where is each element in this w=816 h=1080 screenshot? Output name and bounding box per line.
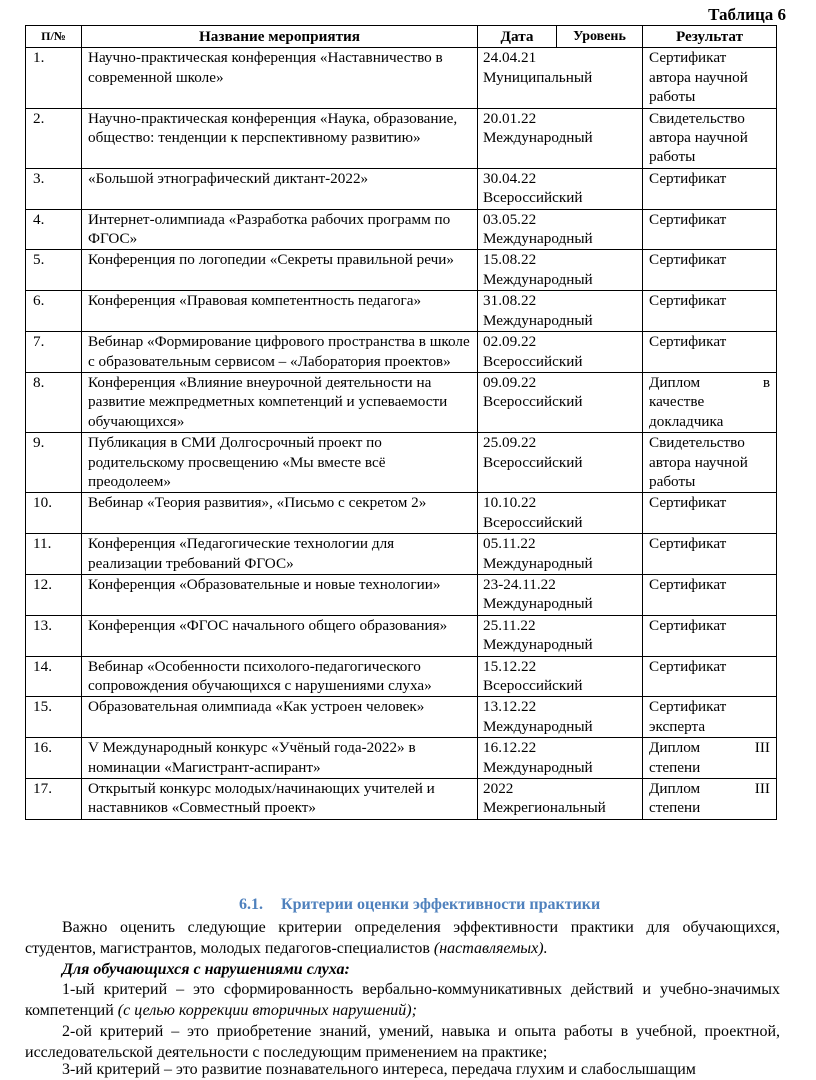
event-date: 25.09.22 [483,434,537,452]
event-level: Международный [483,230,593,248]
table-row [26,656,777,697]
event-result: Сертификат [643,291,777,332]
table-row [26,493,777,534]
event-name: «Большой этнографический диктант-2022» [82,168,478,209]
row-number: 5. [26,250,82,291]
row-number: 6. [26,291,82,332]
table-row [26,168,777,209]
event-date-level [478,615,643,656]
header-result: Результат [643,26,777,48]
table-body [26,48,777,819]
paragraph-intro-text: Важно оценить следующие критерии определения эффективности практики для обучающихся, студентов, магистрантов, молодых педагогов-специалистов [25,919,780,957]
row-number: 16. [26,738,82,779]
event-result: Диплом в качестве докладчика [643,372,777,432]
header-num: П/№ [26,26,82,48]
table-caption: Таблица 6 [708,5,786,24]
paragraph-criterion-2 [25,1021,780,1063]
event-result: Сертификат [643,574,777,615]
table-row [26,615,777,656]
row-number: 10. [26,493,82,534]
event-date-level [478,779,643,820]
event-date-level [478,332,643,373]
table-row [26,574,777,615]
event-date: 2022 [483,780,514,798]
event-result: Сертификат [643,656,777,697]
row-number: 1. [26,48,82,108]
event-result: Свидетельство автора научной работы [643,433,777,493]
event-level: Всероссийский [483,393,583,411]
event-date-level [478,291,643,332]
event-level: Международный [483,311,593,329]
event-date: 15.12.22 [483,657,537,675]
event-name: Интернет-олимпиада «Разработка рабочих программ по ФГОС» [82,209,478,250]
row-number: 3. [26,168,82,209]
section-number: 6.1. [239,896,263,913]
event-name: Конференция «Образовательные и новые технологии» [82,574,478,615]
event-level: Международный [483,129,593,147]
row-number: 14. [26,656,82,697]
event-date-level [478,168,643,209]
event-result: Диплом III степени [643,738,777,779]
event-date-level [478,738,643,779]
event-date: 10.10.22 [483,494,537,512]
event-result: Свидетельство автора научной работы [643,108,777,168]
event-level: Всероссийский [483,453,583,471]
event-name: Вебинар «Формирование цифрового пространства в школе с образовательным сервисом – «Лаборатория проектов» [82,332,478,373]
paragraph-subheading [25,959,780,980]
event-result: Сертификат [643,209,777,250]
row-number: 11. [26,534,82,575]
event-date: 16.12.22 [483,739,537,757]
row-number: 12. [26,574,82,615]
header-date: Дата [478,26,557,48]
table-row [26,250,777,291]
table-row [26,372,777,432]
event-name: Конференция по логопедии «Секреты правильной речи» [82,250,478,291]
row-number: 2. [26,108,82,168]
event-name: Конференция «ФГОС начального общего образования» [82,615,478,656]
event-date: 15.08.22 [483,251,537,269]
event-result: Сертификат [643,534,777,575]
subheading-text: Для обучающихся с нарушениями слуха: [62,961,350,978]
criterion-2-text: 2-ой критерий – это приобретение знаний, умений, навыка и опыта работы в учебной, проектной, исследовательской деятельности с последующим применением на практике; [25,1023,780,1061]
event-name: Конференция «Влияние внеурочной деятельности на развитие межпредметных компетенций и успеваемости обучающихся» [82,372,478,432]
event-date: 09.09.22 [483,373,537,391]
section-heading [239,896,600,914]
event-name: Научно-практическая конференция «Наука, образование, общество: тенденции к перспективному развитию» [82,108,478,168]
event-date: 05.11.22 [483,535,536,553]
event-level: Всероссийский [483,513,583,531]
event-date-level [478,209,643,250]
event-date-level [478,48,643,108]
table-row [26,738,777,779]
event-level: Межрегиональный [483,799,606,817]
event-level: Всероссийский [483,189,583,207]
event-result: Диплом III степени [643,779,777,820]
event-result: Сертификат [643,168,777,209]
event-level: Муниципальный [483,68,593,86]
table-row [26,108,777,168]
row-number: 8. [26,372,82,432]
row-number: 17. [26,779,82,820]
event-level: Международный [483,717,593,735]
event-date: 25.11.22 [483,616,536,634]
event-name: Вебинар «Теория развития», «Письмо с секретом 2» [82,493,478,534]
row-number: 4. [26,209,82,250]
row-number: 15. [26,697,82,738]
event-date: 24.04.21 [483,49,537,67]
event-result: Сертификат [643,250,777,291]
table-row [26,209,777,250]
paragraph-criterion-3 [25,1059,780,1080]
table-row [26,534,777,575]
event-date-level [478,250,643,291]
table-row [26,291,777,332]
event-date-level [478,656,643,697]
event-name: Конференция «Правовая компетентность педагога» [82,291,478,332]
event-name: Вебинар «Особенности психолого-педагогического сопровождения обучающихся с нарушениями слуха» [82,656,478,697]
event-date: 13.12.22 [483,698,537,716]
event-date-level [478,108,643,168]
event-name: Открытый конкурс молодых/начинающих учителей и наставников «Совместный проект» [82,779,478,820]
events-table [25,25,777,820]
event-result: Сертификат [643,332,777,373]
event-date-level [478,372,643,432]
event-name: Образовательная олимпиада «Как устроен человек» [82,697,478,738]
event-result: Сертификат эксперта [643,697,777,738]
criterion-3-text: 3-ий критерий – это развитие познавательного интереса, передача глухим и слабослышащим [62,1061,696,1078]
event-date: 30.04.22 [483,169,537,187]
criterion-1-italic: (с целью коррекции вторичных нарушений); [117,1002,417,1019]
event-date-level [478,493,643,534]
event-level: Международный [483,270,593,288]
paragraph-intro [25,917,780,959]
table-row [26,48,777,108]
table-row [26,433,777,493]
event-name: Публикация в СМИ Долгосрочный проект по родительскому просвещению «Мы вместе всё преодолеем» [82,433,478,493]
header-name: Название мероприятия [82,26,478,48]
event-date-level [478,697,643,738]
event-name: Конференция «Педагогические технологии для реализации требований ФГОС» [82,534,478,575]
event-date: 02.09.22 [483,333,537,351]
event-date: 23-24.11.22 [483,575,556,593]
event-result: Сертификат [643,493,777,534]
event-date: 20.01.22 [483,109,537,127]
event-result: Сертификат [643,615,777,656]
event-level: Международный [483,554,593,572]
event-level: Международный [483,758,593,776]
table-row [26,779,777,820]
event-date: 03.05.22 [483,210,537,228]
row-number: 9. [26,433,82,493]
event-level: Всероссийский [483,352,583,370]
row-number: 13. [26,615,82,656]
table-row [26,332,777,373]
table-header-row [26,26,777,48]
paragraph-criterion-1 [25,979,780,1021]
event-date: 31.08.22 [483,292,537,310]
event-name: V Международный конкурс «Учёный года-2022» в номинации «Магистрант-аспирант» [82,738,478,779]
event-level: Международный [483,636,593,654]
event-date-level [478,534,643,575]
table-row [26,697,777,738]
event-date-level [478,574,643,615]
event-result: Сертификат автора научной работы [643,48,777,108]
row-number: 7. [26,332,82,373]
event-name: Научно-практическая конференция «Наставничество в современной школе» [82,48,478,108]
criterion-1-text: 1-ый критерий – это сформированность вербально-коммуникативных действий и учебно-значимых компетенций [25,981,780,1019]
section-title: Критерии оценки эффективности практики [281,896,601,913]
event-level: Международный [483,595,593,613]
event-level: Всероссийский [483,677,583,694]
header-level: Уровень [557,26,643,48]
event-date-level [478,433,643,493]
paragraph-intro-italic: (наставляемых). [433,940,548,957]
